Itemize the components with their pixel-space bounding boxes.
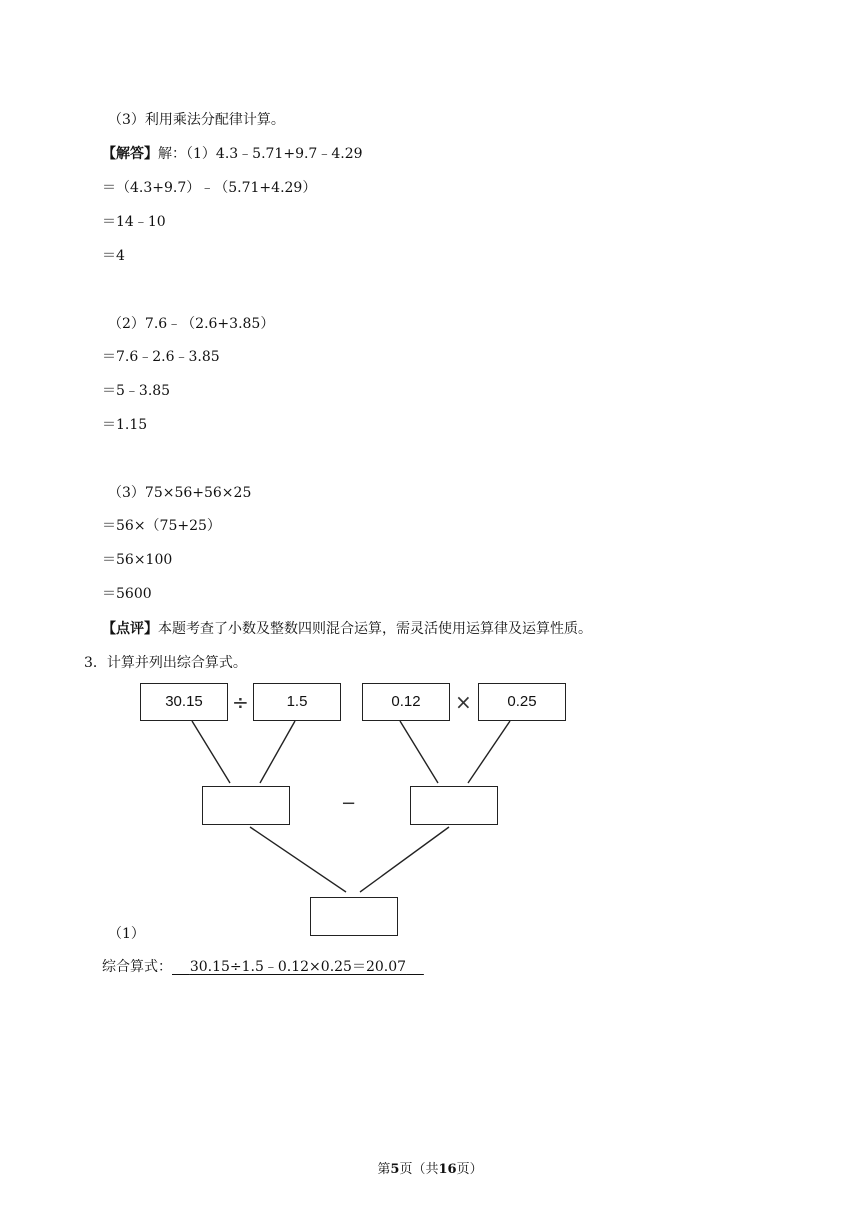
step-line: ＝1.15 (102, 417, 148, 433)
connector-line (360, 827, 449, 892)
part-1-label: （1） (108, 926, 145, 942)
combined-formula (102, 958, 424, 976)
step-line: ＝14﹣10 (102, 214, 166, 230)
part-3-heading: （3）75×56+56×25 (108, 485, 252, 501)
step-line: ＝5600 (102, 586, 152, 602)
review-tag: 【点评】 (102, 621, 158, 637)
formula-label: 综合算式： (102, 959, 172, 975)
page-total: 16 (438, 1162, 457, 1177)
answer-head-text: 解：（1）4.3﹣5.71+9.7﹣4.29 (158, 146, 363, 162)
connector-line (192, 721, 230, 783)
footer-suffix: 页） (456, 1162, 483, 1177)
connector-line (250, 827, 346, 892)
step-line: ＝7.6﹣2.6﹣3.85 (102, 349, 220, 365)
value-box-0-12: 0.12 (362, 683, 450, 721)
minus-sign: − (341, 793, 357, 814)
step-line: ＝56×100 (102, 552, 173, 568)
blank-product-box (410, 786, 498, 825)
step-line: ＝56×（75+25） (102, 518, 221, 534)
connector-line (468, 721, 510, 783)
formula-answer (172, 959, 424, 975)
value-box-30-15: 30.15 (140, 683, 228, 721)
step-line: ＝5﹣3.85 (102, 383, 171, 399)
footer-prefix: 第 (377, 1162, 391, 1177)
page-footer (0, 1158, 860, 1177)
step-line: ＝（4.3+9.7）﹣（5.71+4.29） (102, 180, 317, 196)
hint-part-3: （3）利用乘法分配律计算。 (108, 112, 285, 128)
question-3-title: 3．计算并列出综合算式。 (84, 655, 247, 671)
blank-result-box (310, 897, 398, 936)
step-line: ＝4 (102, 248, 125, 264)
value-box-0-25: 0.25 (478, 683, 566, 721)
footer-mid: 页（共 (399, 1162, 439, 1177)
connector-line (260, 721, 295, 783)
blank-quotient-box (202, 786, 290, 825)
part-2-heading: （2）7.6﹣（2.6+3.85） (108, 316, 275, 332)
multiply-sign: × (455, 690, 472, 714)
connector-line (400, 721, 438, 783)
answer-tag: 【解答】 (102, 146, 158, 162)
formula-value: 30.15÷1.5﹣0.12×0.25＝20.07 (189, 959, 407, 975)
review-text: 本题考查了小数及整数四则混合运算，需灵活使用运算律及运算性质。 (158, 621, 592, 637)
value-box-1-5: 1.5 (253, 683, 341, 721)
divide-sign: ÷ (232, 690, 249, 714)
page-number: 5 (390, 1162, 400, 1177)
